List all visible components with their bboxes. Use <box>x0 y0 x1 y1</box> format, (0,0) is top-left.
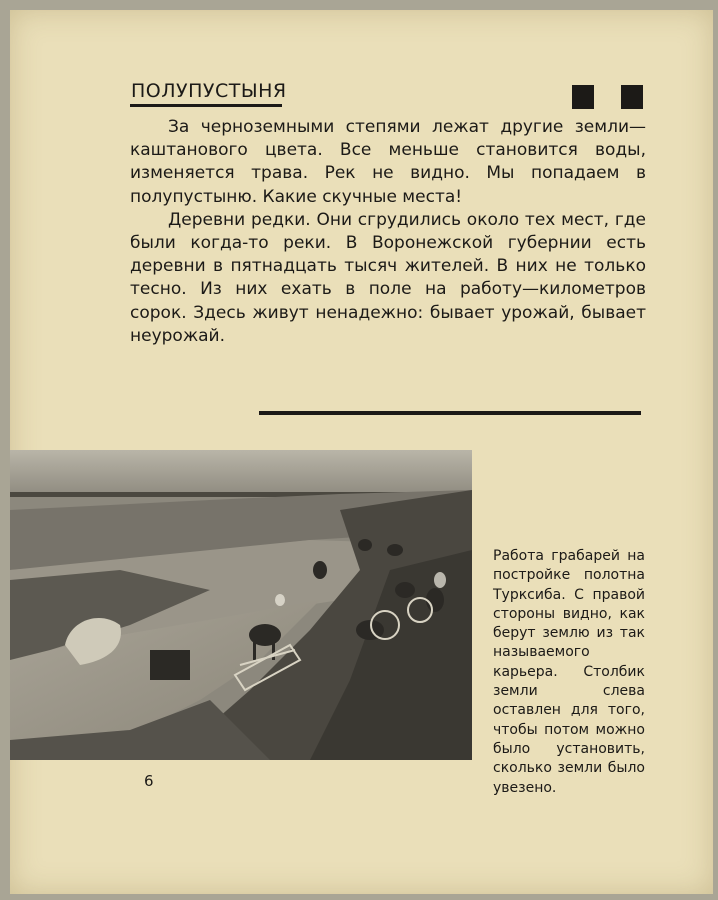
decorative-square-right <box>621 85 643 109</box>
paragraph-2: Деревни редки. Они сгрудились около тех мест, где были когда-то реки. В Воронежской губернии есть деревни в пятнадцать тысяч жителей. В них не только тесно. Из них ехать в поле на работу—километров сорок. Здесь живут ненадежно: бывает урожай, бывает неурожай. <box>130 209 646 346</box>
heading-underline <box>130 104 282 107</box>
section-heading: ПОЛУПУСТЫНЯ <box>131 80 287 102</box>
decorative-square-left <box>572 85 594 109</box>
photo-caption: Работа грабарей на постройке полотна Турксиба. С правой стороны видно, как берут землю из так называемого карьера. Столбик земли слева оставлен для того, чтобы потом можно было установить, сколько земли было увезено. <box>493 548 645 796</box>
paragraph-1: За черноземными степями лежат другие земли—каштанового цвета. Все меньше становится воды, изменяется трава. Рек не видно. Мы попадаем в полупустыню. Какие скучные места! <box>130 117 646 207</box>
book-page <box>10 10 713 894</box>
construction-photo <box>10 450 472 760</box>
body-text <box>130 116 646 348</box>
section-divider <box>259 411 641 415</box>
page-number: 6 <box>144 772 154 790</box>
